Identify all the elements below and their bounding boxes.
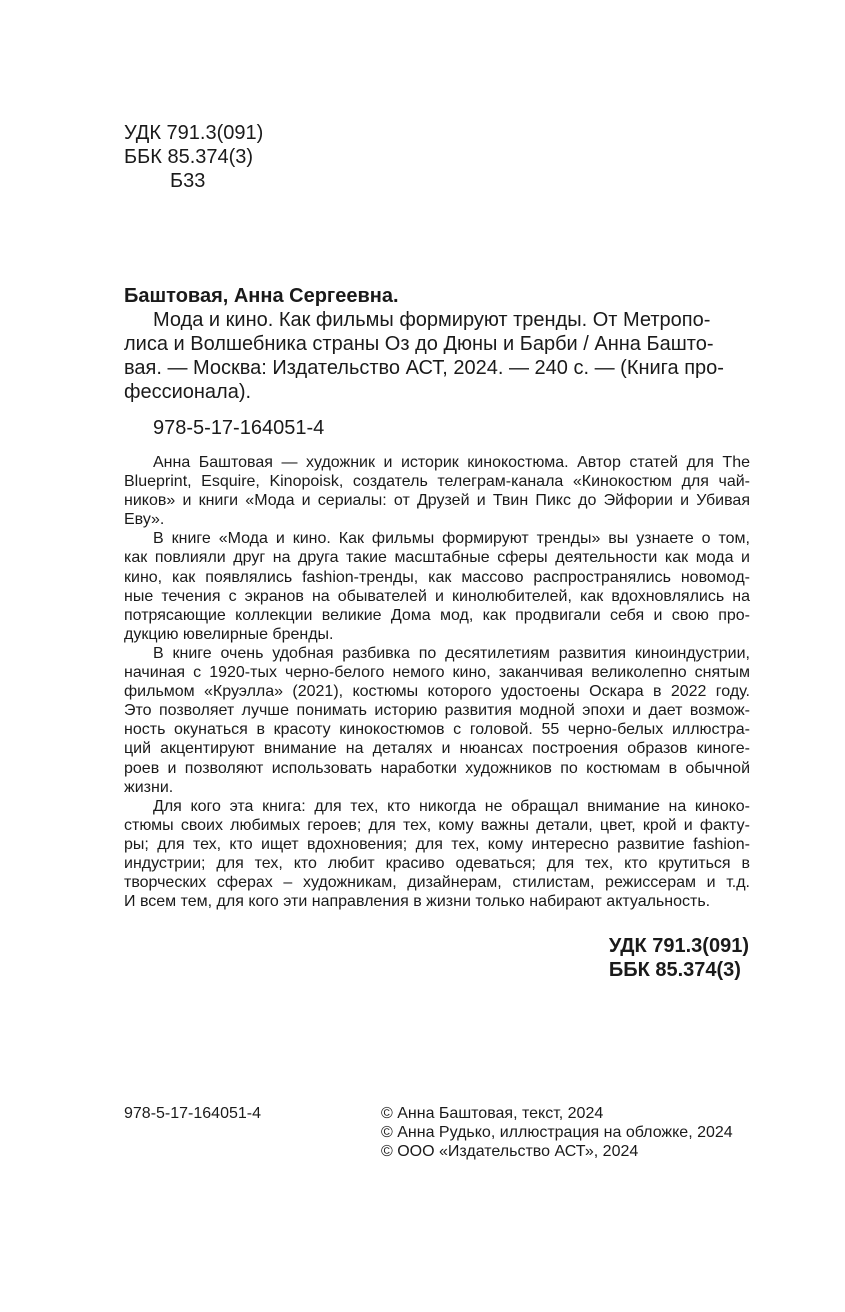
isbn-footer-value: 978-5-17-164051-4 xyxy=(124,1105,261,1122)
annotation-line: ность окунаться в красоту кинокостюмов с головой. 55 черно-белых иллюстра- xyxy=(124,721,750,739)
footer-isbn xyxy=(124,1104,261,1123)
annotation-line: В книге «Мода и кино. Как фильмы формируют тренды» вы узнаете о том, xyxy=(153,530,750,548)
annotation xyxy=(124,453,750,911)
udk-code-bold: УДК 791.3(091) xyxy=(608,935,749,957)
annotation-line: И всем тем, для кого эти направления в жизни только набирают актуальность. xyxy=(124,893,711,911)
description-line: фессионала). xyxy=(124,381,252,403)
author-mark: Б33 xyxy=(170,170,206,192)
copyright-line: © Анна Баштовая, текст, 2024 xyxy=(381,1105,604,1122)
bbk-code: ББК 85.374(3) xyxy=(124,146,254,168)
annotation-line: стюмы своих любимых героев; для тех, кому важны детали, цвет, крой и факту- xyxy=(124,816,750,834)
description-line: Мода и кино. Как фильмы формируют тренды. От Метропо- xyxy=(153,309,711,331)
isbn: 978-5-17-164051-4 xyxy=(153,417,325,439)
copyright-line: © Анна Рудько, иллюстрация на обложке, 2024 xyxy=(381,1124,733,1141)
author-name: Баштовая, Анна Сергеевна. xyxy=(124,285,399,307)
annotation-paragraph-content xyxy=(124,529,750,644)
bbk-code-bold: ББК 85.374(3) xyxy=(608,959,741,981)
annotation-line: Анна Баштовая — художник и историк кинокостюма. Автор статей для The xyxy=(153,454,750,471)
udk-code: УДК 791.3(091) xyxy=(124,122,264,144)
annotation-line: фильмом «Круэлла» (2021), костюмы которого удостоены Оскара в 2022 году. xyxy=(124,683,750,701)
annotation-line: жизни. xyxy=(124,778,174,796)
annotation-line: Blueprint, Esquire, Kinopoisk, создатель телеграм-канала «Кинокостюм для чай- xyxy=(124,473,750,491)
annotation-line: Это позволяет лучше понимать историю развития модной эпохи и дает возмож- xyxy=(124,702,750,720)
annotation-line: Еву». xyxy=(124,511,165,529)
annotation-line: ры; для тех, кто ищет вдохновения; для тех, кому интересно развитие fashion- xyxy=(124,835,750,853)
annotation-line: Для кого эта книга: для тех, кто никогда не обращал внимание на кинoко- xyxy=(153,797,750,815)
annotation-line: потрясающие коллекции великие Дома мод, как продвигали себя и свою про- xyxy=(124,606,750,624)
copyright-line: © ООО «Издательство АСТ», 2024 xyxy=(381,1143,639,1160)
annotation-line: творческих сферах – художникам, дизайнерам, стилистам, режиссерам и т.д. xyxy=(124,874,750,892)
annotation-paragraph-audience xyxy=(124,797,750,912)
bibliographic-record xyxy=(124,284,750,440)
description-line: лиса и Волшебника страны Оз до Дюны и Барби / Анна Башто- xyxy=(124,333,714,355)
right-classification-codes xyxy=(609,934,749,982)
annotation-line: роев и позволяют использовать наработки художников по костюмам в обычной xyxy=(124,759,750,777)
description-line: вая. — Москва: Издательство АСТ, 2024. — 240 с. — (Книга про- xyxy=(124,357,724,379)
copyright-block xyxy=(381,1104,733,1161)
annotation-line: В книге очень удобная разбивка по десятилетиям развития киноиндустрии, xyxy=(153,644,750,662)
annotation-line: ций акцентируют внимание на деталях и нюансах построения образов киноге- xyxy=(124,740,750,758)
annotation-line: ников» и книги «Мода и сериалы: от Друзей и Твин Пикс до Эйфории и Убивая xyxy=(124,492,750,510)
header-classification-codes xyxy=(124,121,263,193)
annotation-line: индустрии; для тех, кто любит красиво одеваться; для тех, кто крутиться в xyxy=(124,854,750,872)
annotation-line: дукцию ювелирные бренды. xyxy=(124,625,334,643)
annotation-paragraph-author xyxy=(124,453,750,529)
annotation-line: ные течения с экранов на обывателей и кинолюбителей, как вдохновлялись на xyxy=(124,587,750,605)
annotation-line: кино, как появлялись fashion-тренды, как массово распространялись новомод- xyxy=(124,568,750,586)
annotation-paragraph-structure xyxy=(124,644,750,797)
annotation-line: как повлияли друг на друга такие масштабные сферы деятельности как мода и xyxy=(124,549,750,567)
annotation-line: начиная с 1920-тых черно-белого немого кино, заканчивая великолепно снятым xyxy=(124,664,750,682)
